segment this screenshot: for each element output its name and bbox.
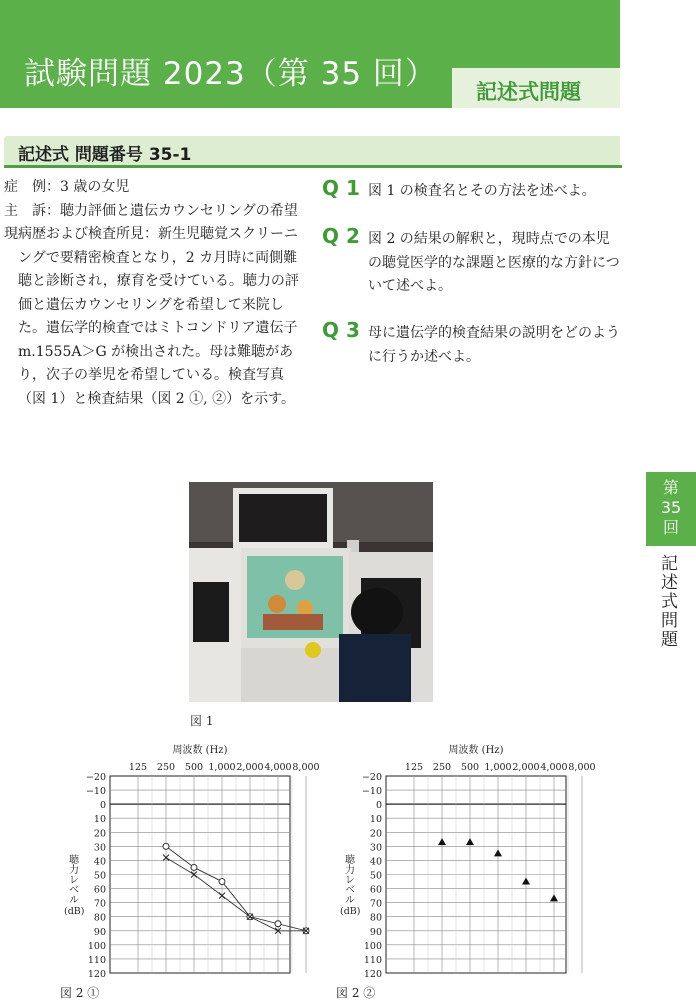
y-axis-label: 聴力レベル — [66, 854, 78, 904]
y-tick-label: 0 — [375, 800, 382, 812]
y-axis-unit: (dB) — [64, 906, 85, 917]
figure-2a-label: 図 2 ① — [60, 986, 100, 1000]
x-tick-label: 1,000 — [484, 762, 512, 773]
question-2-label: Q 2 — [322, 224, 360, 248]
x-tick-label: 125 — [404, 762, 424, 773]
data-point-circle — [275, 921, 281, 927]
data-point-triangle — [522, 878, 530, 885]
y-tick-label: 0 — [99, 800, 106, 812]
header-tab-label: 記述式問題 — [476, 80, 581, 104]
x-tick-label: 500 — [184, 762, 204, 773]
section-title: 記述式 問題番号 35-1 — [18, 145, 192, 165]
y-axis-unit: (dB) — [340, 906, 361, 917]
x-tick-label: 500 — [460, 762, 480, 773]
x-tick-label: 125 — [128, 762, 148, 773]
question-1-label: Q 1 — [322, 176, 360, 200]
y-tick-label: 90 — [93, 926, 106, 938]
y-tick-label: −20 — [85, 772, 106, 783]
y-tick-label: 50 — [369, 870, 382, 882]
y-tick-label: 100 — [87, 940, 106, 952]
y-tick-label: 20 — [93, 828, 106, 840]
y-tick-label: 30 — [369, 842, 382, 854]
figure-1-label: 図 1 — [190, 714, 214, 728]
y-tick-label: 40 — [93, 856, 106, 868]
data-point-triangle — [494, 849, 502, 856]
question-1 — [322, 176, 622, 204]
question-3 — [322, 318, 622, 369]
y-tick-label: 10 — [369, 814, 382, 826]
y-tick-label: 120 — [87, 969, 106, 980]
x-tick-label: 8,000 — [292, 762, 320, 773]
case-symptom: 症 例：3 歳の女児 — [4, 179, 130, 195]
audiogram-1 — [20, 744, 320, 984]
audiogram-2 — [296, 744, 596, 984]
y-tick-label: −10 — [361, 786, 382, 798]
y-tick-label: 10 — [93, 814, 106, 826]
y-tick-label: −10 — [85, 786, 106, 798]
y-tick-label: 110 — [87, 954, 106, 966]
section-bar-underline — [4, 165, 622, 168]
x-tick-label: 250 — [432, 762, 452, 773]
case-description — [4, 176, 310, 411]
case-complaint: 主 訴：聴力評価と遺伝カウンセリングの希望 — [4, 202, 298, 219]
data-point-circle — [163, 843, 169, 849]
y-tick-label: 20 — [369, 828, 382, 840]
question-1-text: 図 1 の検査名とその方法を述べよ。 — [368, 183, 596, 199]
x-axis-label: 周波数 (Hz) — [448, 745, 504, 756]
x-tick-label: 8,000 — [568, 762, 596, 773]
y-tick-label: 70 — [93, 898, 106, 910]
question-3-text: 母に遺伝学的検査結果の説明をどのように行うか述べよ。 — [368, 325, 620, 365]
x-tick-label: 4,000 — [540, 762, 568, 773]
x-tick-label: 250 — [156, 762, 176, 773]
y-tick-label: 30 — [93, 842, 106, 854]
y-tick-label: −20 — [361, 772, 382, 783]
case-history: 現病歴および検査所見：新生児聴覚スクリーニングで要精密検査となり，2 カ月時に両側難聴と診断され，療育を受けている。聴力の評価と遺伝カウンセリングを希望して来院した。遺伝学的検査ではミトコンドリア遺伝子 m.1555A＞G が検出された。母は難聴があり，次子の挙児を希望している。検査写真（図 1）と検査結果（図 2 ①, ②）を示す。 — [4, 226, 299, 407]
y-tick-label: 120 — [363, 969, 382, 980]
side-tab-number: 第 35 回 — [660, 478, 682, 537]
question-2-text: 図 2 の結果の解釈と，現時点での本児の聴覚医学的な課題と医療的な方針について述べよ。 — [368, 231, 620, 294]
data-point-circle — [191, 864, 197, 870]
x-axis-label: 周波数 (Hz) — [172, 745, 228, 756]
data-point-triangle — [466, 838, 474, 845]
data-point-triangle — [438, 838, 446, 845]
y-tick-label: 70 — [369, 898, 382, 910]
data-point-circle — [219, 879, 225, 885]
y-tick-label: 80 — [369, 912, 382, 924]
x-tick-label: 4,000 — [264, 762, 292, 773]
side-tab-text: 記述式問題 — [657, 554, 677, 649]
question-3-label: Q 3 — [322, 318, 360, 342]
y-tick-label: 100 — [363, 940, 382, 952]
y-tick-label: 40 — [369, 856, 382, 868]
y-tick-label: 90 — [369, 926, 382, 938]
page-title: 試験問題 2023（第 35 回） — [24, 56, 437, 92]
figure-2b-label: 図 2 ② — [336, 986, 376, 1000]
y-tick-label: 50 — [93, 870, 106, 882]
y-tick-label: 60 — [93, 884, 106, 896]
y-axis-label: 聴力レベル — [342, 854, 354, 904]
y-tick-label: 80 — [93, 912, 106, 924]
x-tick-label: 1,000 — [208, 762, 236, 773]
y-tick-label: 60 — [369, 884, 382, 896]
x-tick-label: 2,000 — [236, 762, 264, 773]
figure-1-photo — [189, 482, 433, 702]
data-point-triangle — [550, 894, 558, 901]
x-tick-label: 2,000 — [512, 762, 540, 773]
y-tick-label: 110 — [363, 954, 382, 966]
question-2 — [322, 224, 622, 299]
figure-1-illustration — [189, 482, 433, 702]
